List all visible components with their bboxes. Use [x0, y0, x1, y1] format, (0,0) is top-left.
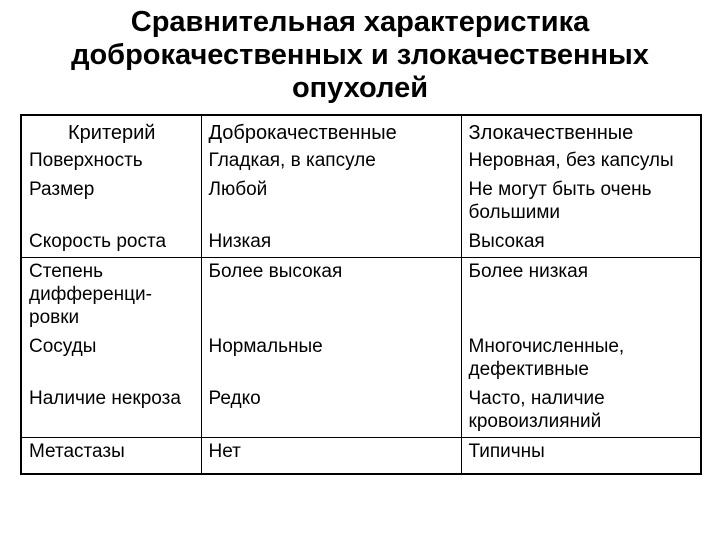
header-criterion: Критерий	[68, 122, 156, 144]
benign-cell: Более высокая	[201, 258, 461, 334]
benign-cell: Низкая	[201, 228, 461, 258]
benign-cell: Нормальные	[201, 333, 461, 385]
malignant-cell: Не могут быть очень большими	[461, 176, 701, 228]
criterion-cell: Поверхность	[29, 150, 143, 171]
table-row	[21, 228, 701, 258]
table-header-row	[21, 115, 701, 147]
table-row	[21, 176, 701, 228]
benign-cell: Гладкая, в капсуле	[201, 147, 461, 176]
malignant-cell: Более низкая	[461, 258, 701, 334]
criterion-cell: Наличие некроза	[21, 385, 201, 438]
title-line-3: опухолей	[291, 72, 429, 104]
title-line-2: доброкачественных и злокачественных	[71, 39, 649, 71]
malignant-cell: Многочисленные, дефективные	[461, 333, 701, 385]
malignant-cell: Высокая	[461, 228, 701, 258]
criterion-cell: Размер	[29, 179, 95, 200]
table-row	[21, 385, 701, 438]
malignant-cell: Неровная, без капсулы	[461, 147, 701, 176]
header-malignant: Злокачественные	[461, 115, 701, 147]
table-row	[21, 147, 701, 176]
page-title	[0, 6, 720, 105]
comparison-table	[20, 114, 702, 475]
table-row	[21, 333, 701, 385]
criterion-cell: Скорость роста	[21, 228, 201, 258]
criterion-cell: Метастазы	[29, 441, 125, 462]
criterion-cell: Сосуды	[29, 336, 97, 357]
criterion-cell: Степень дифференци-ровки	[29, 261, 152, 328]
table-row	[21, 258, 701, 334]
benign-cell: Редко	[201, 385, 461, 438]
malignant-cell: Часто, наличие кровоизлияний	[461, 385, 701, 438]
benign-cell: Любой	[201, 176, 461, 228]
benign-cell: Нет	[201, 438, 461, 475]
header-benign: Доброкачественные	[201, 115, 461, 147]
malignant-cell: Типичны	[461, 438, 701, 475]
table-row	[21, 438, 701, 475]
title-line-1: Сравнительная характеристика	[130, 6, 590, 38]
